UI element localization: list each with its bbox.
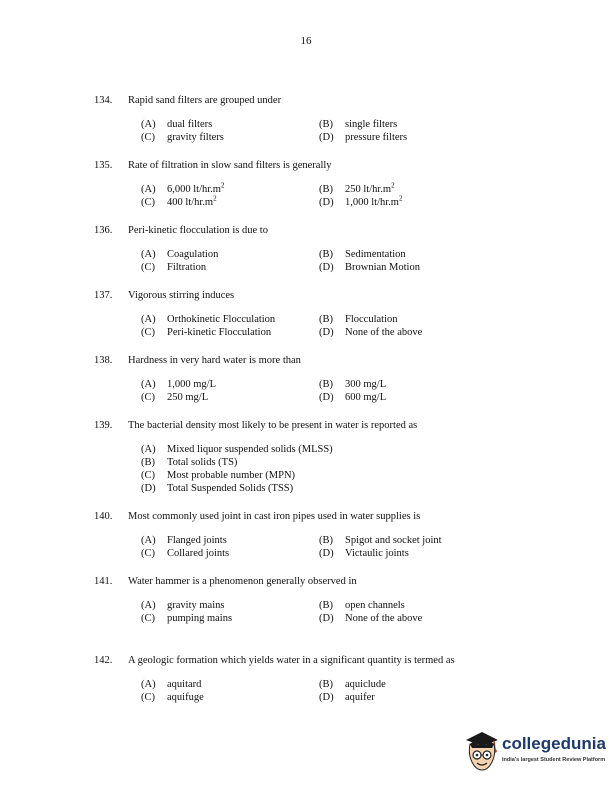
- question-number: 134.: [94, 95, 113, 106]
- question-138: [94, 354, 564, 404]
- question-142: [94, 654, 564, 704]
- question-number: 135.: [94, 160, 113, 171]
- question-text: Rate of filtration in slow sand filters is generally: [128, 160, 332, 171]
- option-a: (A) Orthokinetic Flocculation: [141, 314, 276, 325]
- question-140: [94, 510, 564, 560]
- logo-tagline: India's largest Student Review Platform: [502, 757, 606, 763]
- option-c: (C) Collared joints: [141, 548, 230, 559]
- option-b: (B) open channels: [319, 600, 405, 611]
- page-number: 16: [300, 35, 312, 47]
- option-c: (C) aquifuge: [141, 692, 204, 703]
- option-a: (A) Mixed liquor suspended solids (MLSS): [141, 444, 333, 455]
- question-text: The bacterial density most likely to be present in water is reported as: [128, 420, 418, 431]
- option-a: (A) 6,000 $lt/hr.m^2$: [141, 181, 225, 195]
- option-d: (D) 600 mg/L: [319, 392, 387, 403]
- option-d: (D) aquifer: [319, 692, 375, 703]
- question-text: Hardness in very hard water is more than: [128, 355, 301, 366]
- question-text: Rapid sand filters are grouped under: [128, 95, 282, 106]
- option-d: (D) pressure filters: [319, 132, 408, 143]
- question-text: Water hammer is a phenomenon generally observed in: [128, 576, 357, 587]
- collegedunia-logo[interactable]: [462, 728, 606, 778]
- option-a: (A) Flanged joints: [141, 535, 227, 546]
- option-d: (D) Victaulic joints: [319, 548, 409, 559]
- option-a: (A) Coagulation: [141, 249, 219, 260]
- question-number: 140.: [94, 511, 113, 522]
- option-c: (C) Most probable number (MPN): [141, 470, 296, 481]
- option-a: (A) aquitard: [141, 679, 202, 690]
- question-number: 136.: [94, 225, 113, 236]
- question-137: [94, 289, 564, 339]
- question-number: 137.: [94, 290, 113, 301]
- option-c: (C) Peri-kinetic Flocculation: [141, 327, 272, 338]
- option-b: (B) 250 $lt/hr.m^2$: [319, 181, 395, 195]
- option-a: (A) gravity mains: [141, 600, 225, 611]
- option-a: (A) 1,000 mg/L: [141, 379, 216, 390]
- option-b: (B) single filters: [319, 119, 398, 130]
- option-c: (C) Filtration: [141, 262, 207, 273]
- mascot-icon: [462, 728, 502, 778]
- option-d: (D) None of the above: [319, 327, 423, 338]
- option-d: (D) Total Suspended Solids (TSS): [141, 483, 294, 494]
- option-c: (C) pumping mains: [141, 613, 233, 624]
- question-134: [94, 94, 564, 144]
- question-text: A geologic formation which yields water in a significant quantity is termed as: [128, 655, 455, 666]
- option-c: (C) 250 mg/L: [141, 392, 209, 403]
- option-b: (B) Spigot and socket joint: [319, 535, 442, 546]
- option-b: (B) 300 mg/L: [319, 379, 387, 390]
- question-number: 138.: [94, 355, 113, 366]
- option-d: (D) 1,000 $lt/hr.m^2$: [319, 194, 403, 208]
- question-141: [94, 575, 564, 625]
- option-d: (D) None of the above: [319, 613, 423, 624]
- option-c: (C) 400 $lt/hr.m^2$: [141, 194, 217, 208]
- question-number: 141.: [94, 576, 113, 587]
- option-b: (B) Sedimentation: [319, 249, 406, 260]
- question-139: [94, 419, 564, 495]
- option-a: (A) dual filters: [141, 119, 213, 130]
- option-b: (B) Flocculation: [319, 314, 398, 325]
- question-number: 142.: [94, 655, 113, 666]
- question-number: 139.: [94, 420, 113, 431]
- option-d: (D) Brownian Motion: [319, 262, 420, 273]
- question-text: Most commonly used joint in cast iron pipes used in water supplies is: [128, 511, 421, 522]
- question-135: [94, 159, 564, 209]
- question-text: Vigorous stirring induces: [128, 290, 235, 301]
- option-c: (C) gravity filters: [141, 132, 224, 143]
- option-b: (B) aquiclude: [319, 679, 386, 690]
- question-text: Peri-kinetic flocculation is due to: [128, 225, 268, 236]
- logo-wordmark: collegedunia: [502, 734, 606, 753]
- option-b: (B) Total solids (TS): [141, 457, 238, 468]
- question-136: [94, 224, 564, 274]
